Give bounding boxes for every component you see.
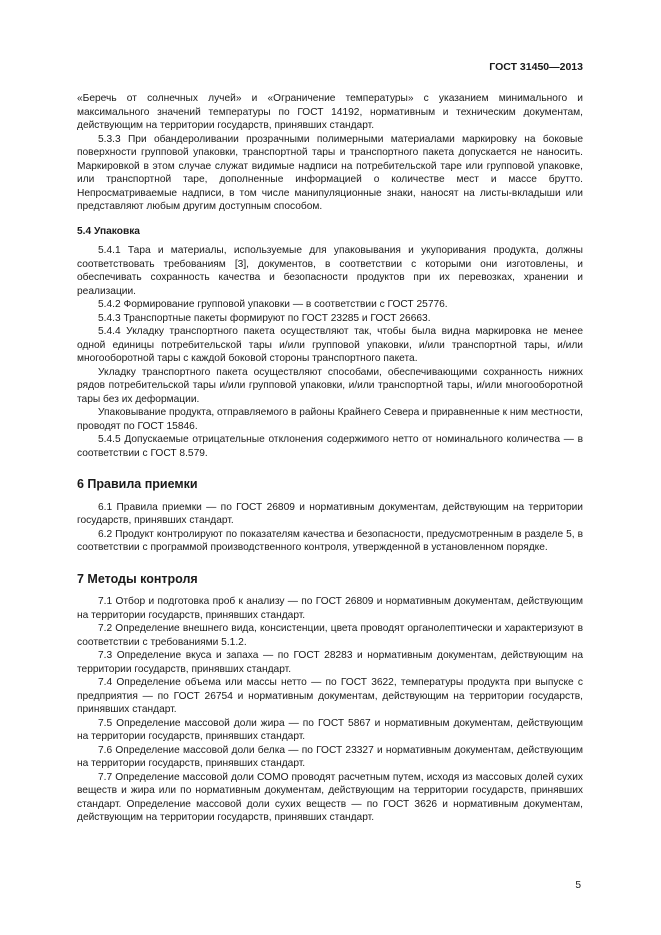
paragraph: Упаковывание продукта, отправляемого в районы Крайнего Севера и приравненные к ним местности, проводят по ГОСТ 15846.: [77, 407, 584, 432]
paragraph: 7.2 Определение внешнего вида, консистенции, цвета проводят органолептически и характеризуют в соответствии с требованиями 5.1.2.: [77, 623, 583, 648]
section-heading: 6 Правила приемки: [77, 477, 198, 491]
paragraph: 7.7 Определение массовой доли СОМО проводят расчетным путем, исходя из массовых долей сухих веществ и жира или по нормативным документам, действующим на территории государств, принявших стандарт. Определение массовой доли сухих веществ — по ГОСТ 3626 и нормативным документам, действующим на территории государств, принявших стандарт.: [77, 771, 583, 823]
paragraph: «Беречь от солнечных лучей» и «Ограничение температуры» с указанием минимального и максимального значений температуры по ГОСТ 14192, нормативным и техническим документам, действующим на территории государств, принявших стандарт.: [77, 93, 583, 131]
paragraph: 5.3.3 При обандероливании прозрачными полимерными материалами маркировку на боковые поверхности групповой упаковки, транспортной тары и транспортного пакета допускается не наносить. Маркировкой в этом случае служат видимые надписи на потребительской таре или групповой упаковке, или транспортной таре, дополненные информацией о количестве мест и массе брутто. Непросматриваемые надписи, в том числе манипуляционные знаки, наносят на листы-вкладыши или представляют любым другим доступным способом.: [77, 133, 583, 212]
paragraph: Укладку транспортного пакета осуществляют способами, обеспечивающими сохранность нижних рядов потребительской тары и/или групповой упаковки, и/или транспортной тары, и/или многооборотной тары без их деформации.: [77, 366, 583, 405]
paragraph: 5.4.3 Транспортные пакеты формируют по ГОСТ 23285 и ГОСТ 26663.: [98, 312, 431, 324]
paragraph: 7.1 Отбор и подготовка проб к анализу — по ГОСТ 26809 и нормативным документам, действующим на территории государств, принявших стандарт.: [77, 596, 583, 621]
paragraph: 7.4 Определение объема или массы нетто — по ГОСТ 3622, температуры продукта при выпуске с предприятия — по ГОСТ 26754 и нормативным документам, действующим на территории государств, принявших стандарт.: [77, 677, 583, 715]
paragraph: 7.5 Определение массовой доли жира — по ГОСТ 5867 и нормативным документам, действующим на территории государств, принявших стандарт.: [77, 717, 583, 742]
section-heading: 7 Методы контроля: [77, 571, 198, 586]
page-number: 5: [575, 880, 581, 891]
paragraph: 5.4.4 Укладку транспортного пакета осуществляют так, чтобы была видна маркировка не менее одной единицы потребительской тары и/или групповой упаковки, и/или транспортной тары, и/или многооборотной тары с каждой боковой стороны транспортного пакета.: [77, 326, 583, 364]
paragraph: 7.6 Определение массовой доли белка — по ГОСТ 23327 и нормативным документам, действующим на территории государств, принявших стандарт.: [77, 744, 583, 769]
paragraph: 5.4.5 Допускаемые отрицательные отклонения содержимого нетто от номинального количества — в соответствии с ГОСТ 8.579.: [77, 434, 583, 459]
paragraph: 6.2 Продукт контролируют по показателям качества и безопасности, предусмотренным в разделе 5, в соответствии с программой производственного контроля, утвержденной в установленном порядке.: [77, 528, 583, 553]
subsection-heading: 5.4 Упаковка: [77, 225, 140, 237]
paragraph: 6.1 Правила приемки — по ГОСТ 26809 и нормативным документам, действующим на территории государств, принявших стандарт.: [77, 501, 583, 526]
document-body: [77, 92, 583, 825]
paragraph: 5.4.1 Тара и материалы, используемые для упаковывания и укупоривания продукта, должны соответствовать требованиям [3], документов, в соответствии с которыми они изготовлены, и обеспечивать сохранность качества и безопасности продуктов при их перевозках, хранении и реализации.: [77, 245, 583, 297]
paragraph: 5.4.2 Формирование групповой упаковки — в соответствии с ГОСТ 25776.: [98, 299, 448, 310]
document-header: ГОСТ 31450—2013: [489, 61, 583, 73]
paragraph: 7.3 Определение вкуса и запаха — по ГОСТ 28283 и нормативным документам, действующим на территории государств, принявших стандарт.: [77, 650, 583, 675]
